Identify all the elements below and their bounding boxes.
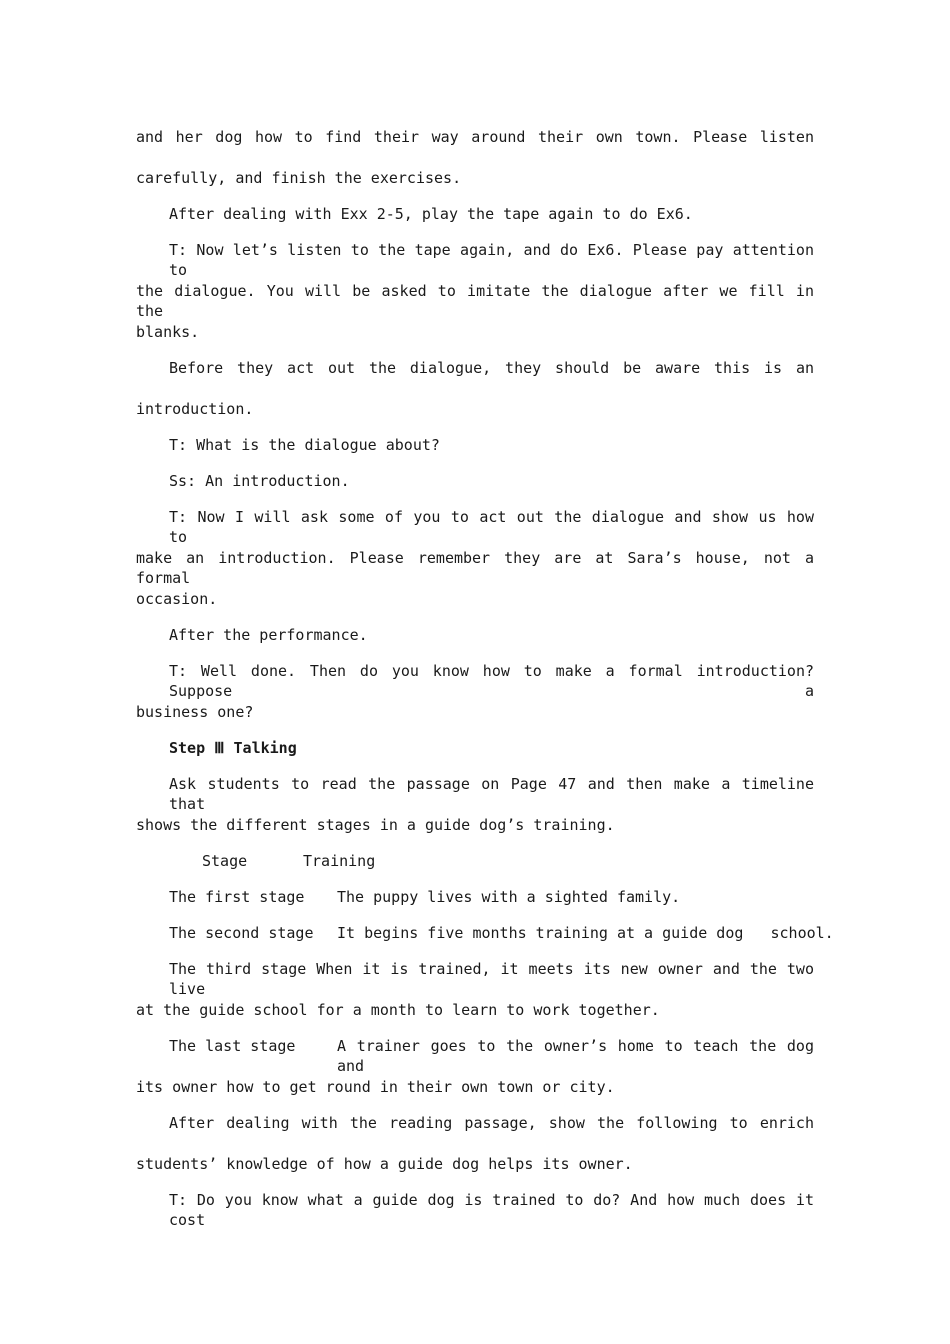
paragraph-line: Ss: An introduction. (169, 472, 350, 490)
paragraph-line: Before they act out the dialogue, they should be aware this is an (169, 359, 814, 377)
paragraph-line: carefully, and finish the exercises. (136, 169, 462, 187)
paragraph-line: at the guide school for a month to learn to work together. (136, 1001, 660, 1019)
paragraph-line: After dealing with Exx 2-5, play the tape again to do Ex6. (169, 205, 693, 223)
stage-name: The second stage (169, 924, 314, 942)
stage-description: The puppy lives with a sighted family. (337, 888, 681, 906)
paragraph-line: T: Now I will ask some of you to act out the dialogue and show us how to (169, 508, 814, 546)
paragraph-line: introduction. (136, 400, 254, 418)
paragraph-line: the dialogue. You will be asked to imitate the dialogue after we fill in the (136, 282, 814, 320)
paragraph-line: T: What is the dialogue about? (169, 436, 440, 454)
paragraph-line: shows the different stages in a guide dog’s training. (136, 816, 615, 834)
table-header-stage: Stage (202, 852, 248, 870)
paragraph-line: students’ knowledge of how a guide dog helps its owner. (136, 1155, 633, 1173)
paragraph-line: After dealing with the reading passage, show the following to enrich (169, 1114, 814, 1132)
paragraph-line: T: Well done. Then do you know how to make a formal introduction? Suppose a (169, 662, 814, 700)
paragraph-line: The third stage When it is trained, it meets its new owner and the two live (169, 960, 814, 998)
paragraph-line: business one? (136, 703, 254, 721)
paragraph-line: make an introduction. Please remember they are at Sara’s house, not a formal (136, 549, 814, 587)
paragraph-line: occasion. (136, 590, 218, 608)
table-header-training: Training (303, 852, 376, 870)
stage-name: The first stage (169, 888, 305, 906)
paragraph-line: After the performance. (169, 626, 368, 644)
stage-description: It begins five months training at a guide dog school. (337, 924, 834, 942)
paragraph-line: blanks. (136, 323, 200, 341)
paragraph-line: T: Now let’s listen to the tape again, and do Ex6. Please pay attention to (169, 241, 814, 279)
paragraph-line: its owner how to get round in their own town or city. (136, 1078, 615, 1096)
paragraph-line: Ask students to read the passage on Page 47 and then make a timeline that (169, 775, 814, 813)
section-heading: Step Ⅲ Talking (169, 739, 297, 757)
stage-name: The last stage (169, 1037, 296, 1055)
paragraph-line: T: Do you know what a guide dog is trained to do? And how much does it cost (169, 1191, 814, 1229)
paragraph-line: and her dog how to find their way around their own town. Please listen (136, 128, 814, 146)
stage-description: A trainer goes to the owner’s home to teach the dog and (337, 1037, 814, 1075)
